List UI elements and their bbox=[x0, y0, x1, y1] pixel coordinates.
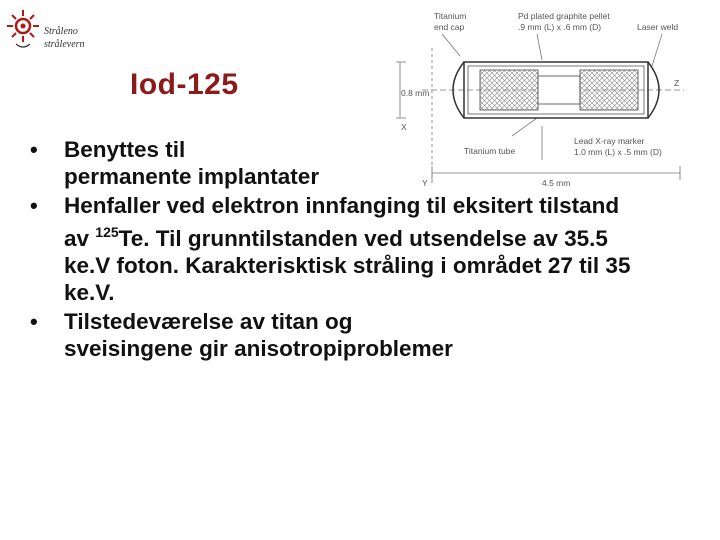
logo-text-line1: Stråleno bbox=[44, 26, 78, 37]
bullet-list bbox=[30, 136, 640, 364]
logo-text-line2: strålevern bbox=[44, 39, 85, 50]
logo bbox=[6, 8, 96, 56]
bullet-2-text-pre: Henfaller ved elektron innfanging til eksitert tilstand av bbox=[64, 193, 620, 251]
bullet-marker: • bbox=[30, 137, 38, 162]
length-label: 4.5 mm bbox=[542, 178, 571, 188]
bullet-marker: • bbox=[30, 193, 38, 218]
sun-emblem-icon bbox=[6, 8, 42, 52]
isotope-mass-number: 125 bbox=[95, 224, 119, 240]
marker-label-2: 1.0 mm (L) x .5 mm (D) bbox=[574, 147, 662, 157]
tube-label: Titanium tube bbox=[464, 146, 516, 156]
bullet-item-3 bbox=[30, 308, 640, 362]
bullet-3-line-1: Tilstedeværelse av titan og bbox=[64, 309, 353, 334]
z-axis-label: Z bbox=[674, 78, 680, 88]
lead-marker bbox=[538, 76, 580, 104]
end-cap-label-2: end cap bbox=[434, 22, 465, 32]
slide-title: Iod-125 bbox=[130, 68, 239, 101]
bullet-1-line-1: Benyttes til bbox=[64, 137, 186, 162]
bullet-item-2 bbox=[30, 192, 640, 306]
pellet-right bbox=[580, 70, 638, 110]
bullet-3-line-2: sveisingene gir anisotropiproblemer bbox=[64, 336, 453, 361]
diameter-label: 0.8 mm bbox=[401, 88, 430, 98]
marker-label-1: Lead X-ray marker bbox=[574, 136, 645, 146]
pellet-left bbox=[480, 70, 538, 110]
bullet-marker: • bbox=[30, 309, 38, 334]
bullet-2-text-post: Te. Til grunntilstanden ved utsendelse av 35.5 ke.V foton. Karakterisktisk stråling i området 27 til 35 ke.V. bbox=[64, 226, 631, 305]
laser-weld-label: Laser weld bbox=[637, 22, 679, 32]
end-cap-label-1: Titanium bbox=[434, 11, 467, 21]
bullet-item-1 bbox=[30, 136, 640, 190]
x-axis-label: X bbox=[401, 122, 407, 132]
bullet-1-line-2: permanente implantater bbox=[64, 164, 320, 189]
pellet-label-2: .9 mm (L) x .6 mm (D) bbox=[518, 22, 602, 32]
y-axis-label: Y bbox=[422, 178, 428, 188]
pellet-label-1: Pd plated graphite pellet bbox=[518, 11, 610, 21]
